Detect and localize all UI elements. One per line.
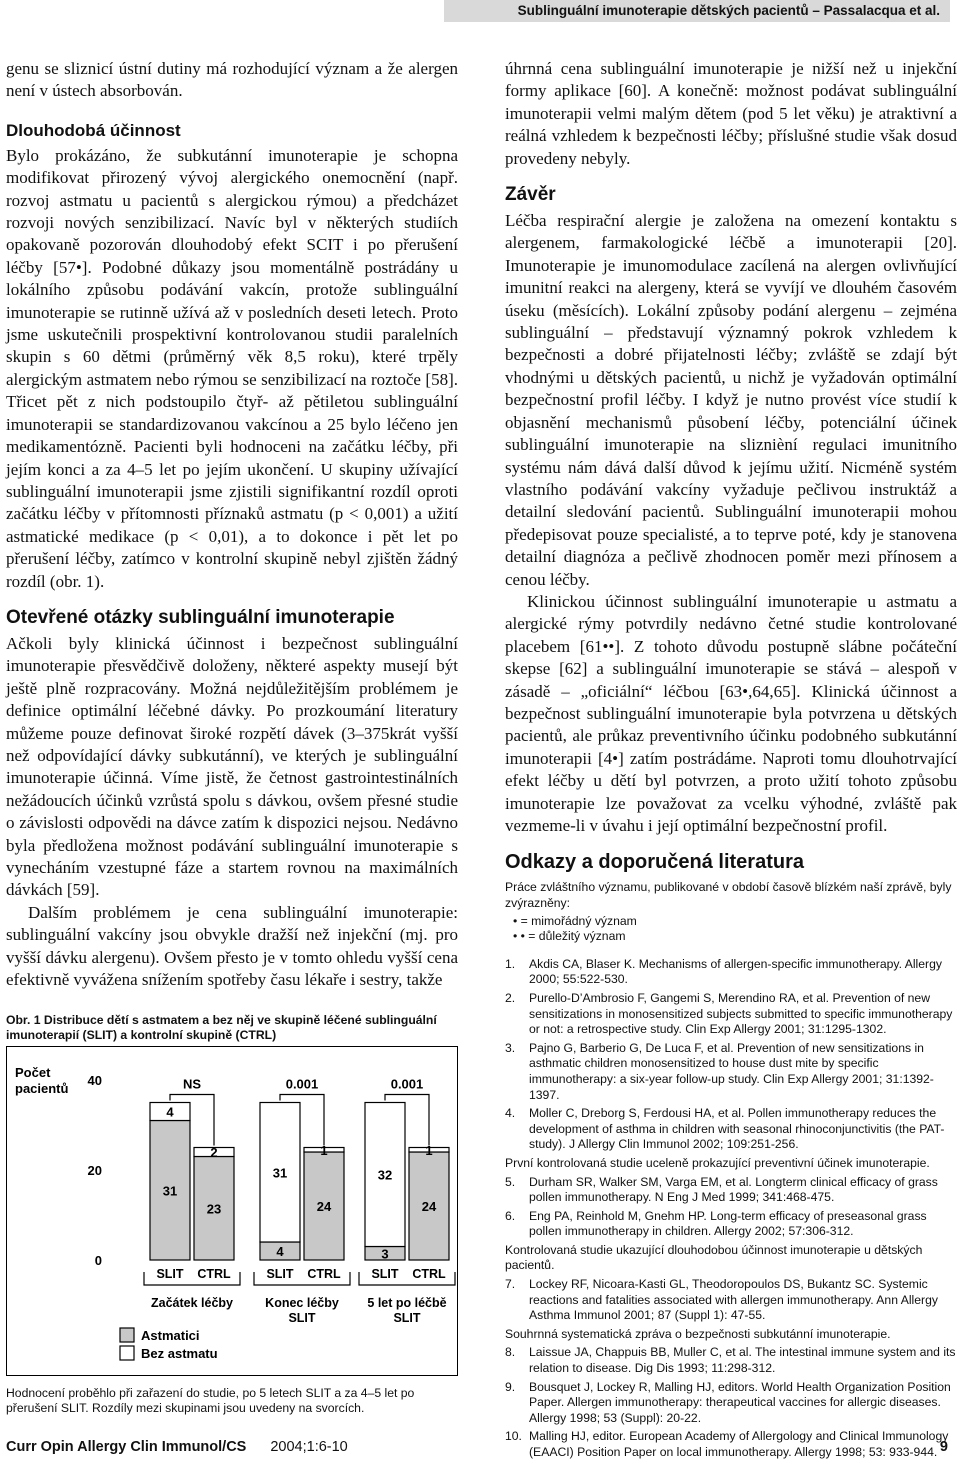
data-label: 1	[320, 1142, 328, 1158]
bar-name-label: CTRL	[307, 1267, 341, 1281]
paragraph: Léčba respirační alergie je založena na omezení kontaktu s alergenem, farmakologické léčbě a imunoterapii [20]. Imunoterapie je imunomodulace zacílená na alergen ovlivňující imunitní reakci na alergeny, která se vyvíjí ve dlouhém časovém úseku (měsících). Lokální způsoby podání alergenu – zejména sublinguální – představují významný pokrok vzhledem k bezpečnosti a dobré přijatelnosti léčby; zvláště se zdají být vhodnými u dětských pacientů, u nichž je vyžadován optimální bezpečnostní profil léčby. I když je nutno provést více studií k objasnění mechanismů působení léčby, potenciální účinek sublinguální imunoterapie na sliznièní regulaci imunitního systému nám dává další důvod k jejímu užití. Nicméně systém vlastního podávání vakcíny vyžaduje pečlivou instruktáž a detailní sledování pacientů. Sublinguální imunoterapii mohou předepisovat pouze specialisté, a to teprve poté, kdy je stanovena detailní diagnóza a pečlivě zhodnocen poměr mezi přínosem a cenou léčby.	[505, 211, 957, 589]
reference-list	[505, 957, 957, 1461]
reference-number: 2.	[505, 990, 516, 1005]
section-heading-long-term: Dlouhodobá účinnost	[6, 120, 181, 140]
reference-item	[505, 1429, 957, 1460]
y-tick-label: 40	[87, 1073, 102, 1088]
paragraph: úhrnná cena sublinguální imunoterapie je nižší než u injekční formy aplikace [60]. A konečně: možnost podávat sublinguální imunoterapii velmi malým dětem (pod 5 let věku) je atraktivní a reálná vzhledem k bezpečnosti léčby; příslušné studie však dosud provedeny nebyly.	[505, 59, 957, 168]
reference-item	[505, 1345, 957, 1376]
reference-number: 9.	[505, 1379, 516, 1394]
y-tick-label: 0	[94, 1253, 102, 1268]
reference-number: 3.	[505, 1040, 516, 1055]
section-heading-open-questions: Otevřené otázky sublinguální imunoterapie	[6, 606, 395, 628]
data-label: 31	[272, 1165, 288, 1181]
page-number: 9	[939, 1439, 948, 1455]
paragraph: Ačkoli byly klinická účinnost i bezpečnost sublinguální imunoterapie přesvědčivě doloženy, některé aspekty musejí být ještě plně rozpracovány. Možná nejdůležitějším problémem je definice optimální léčebné dávky. Po prozkoumání literatury můžeme pouze definovat široké rozpětí dávek (3–375krát vyšší než odpovídající dávky subkutánní), ve kterých je sublinguální imunoterapie účinná. Víme jistě, že četnost gastrointestinálních nežádoucích účinků vzrůstá spolu s dávkou, ovšem přesné studie o závislosti odpovědi na dávce zatím k dispozici nejsou. Nedávno byla předložena možnost podávání sublinguální imunoterapie s vynecháním vzestupné fáze a startem rovnou na maximálních dávkách [59].	[6, 633, 458, 900]
figure-title: Obr. 1 Distribuce dětí s astmatem a bez něj ve skupině léčené sublinguální imunoterapií (SLIT) a kontrolní skupině (CTRL)	[6, 1013, 437, 1042]
reference-annotation: Souhrnná systematická zpráva o bezpečnosti subkutánní imunoterapie.	[505, 1326, 891, 1341]
references-heading: Odkazy a doporučená literatura	[505, 851, 804, 874]
p-value-label: NS	[182, 1076, 202, 1092]
figure-caption: Hodnocení proběhlo při zařazení do studie, po 5 letech SLIT a za 4–5 let po přerušení SLIT. Rozdíly mezi skupinami jsou uvedeny na svorcích.	[6, 1386, 415, 1415]
reference-text: Akdis CA, Blaser K. Mechanisms of allergen-specific immunotherapy. Allergy 2000; 55:522-530.	[529, 956, 942, 987]
data-label: 2	[210, 1145, 218, 1160]
bar-name-label: CTRL	[197, 1267, 231, 1281]
legend-swatch-asthma	[120, 1328, 134, 1342]
reference-item	[505, 1209, 957, 1240]
y-axis-label: pacientů	[15, 1081, 69, 1096]
reference-text: Bousquet J, Lockey R, Malling HJ, editors. World Health Organization Position Paper. Allergen immunotherapy: therapeutical vaccines for allergic diseases. Allergy 1998; 53 (Suppl): 20-22.	[529, 1379, 951, 1425]
reference-text: Malling HJ, editor. European Academy of Allergology and Clinical Immunology (EAACI) Position Paper on local immunotherapy. Allergy 1998; 53: 933-944.	[529, 1429, 949, 1459]
group-label: SLIT	[393, 1311, 421, 1325]
footer-journal	[6, 1439, 348, 1455]
bar-name-label: SLIT	[156, 1267, 184, 1281]
data-label: 1	[425, 1142, 433, 1158]
journal-name: Curr Opin Allergy Clin Immunol/CS	[6, 1439, 247, 1455]
data-label: 24	[316, 1199, 332, 1214]
reference-number: 6.	[505, 1208, 516, 1223]
group-label: SLIT	[288, 1311, 316, 1325]
legend-swatch-no-asthma	[120, 1346, 134, 1360]
stacked-bar-chart	[7, 1047, 457, 1375]
paragraph: Dalším problémem je cena sublinguální imunoterapie: sublinguální vakcíny jsou obvykle dražší než injekční (mj. pro vyšší dávku alergenu). Ovšem přesto je v tomto ohledu vyšší cena efektivně vyvážena snížením spotřeby času lékaře i sestry, takže	[6, 902, 458, 990]
reference-number: 10.	[505, 1429, 522, 1444]
reference-text: Moller C, Dreborg S, Ferdousi HA, et al. Pollen immunotherapy reduces the development of asthma in children with seasonal rhinoconjunctivitis (the PAT-study). J Allergy Clin Immunol 2002; 109:251-256.	[529, 1106, 945, 1152]
paragraph: Klinickou účinnost sublinguální imunoterapie u astmatu a alergické rýmy potvrdily nedávno četné studie kontrolované placebem [61••]. Z tohoto důvodu postupně slábne počáteční skepse [62] a sublinguální imunoterapie se stává – alespoň v zásadě – „oficiální“ léčbou [63•,64,65]. Klinická účinnost a bezpečnost sublinguální imunoterapie byla potvrzena u dětských pacientů, ale průkaz preventivního účinku podobného subkutánní imunoterapii [4•] zatím postrádáme. Naproti tomu dlouhotrvající efekt léčby u dětí byl potvrzen, a proto užití tohoto způsobu imunoterapie lze považovat za vcelku výhodné, zvláště pak vezmeme-li v úvahu i její optimální bezpečnostní profil.	[505, 591, 957, 835]
paragraph: Bylo prokázáno, že subkutánní imunoterapie je schopna modifikovat přirozený vývoj alergického onemocnění (např. rozvoj astmatu u pacientů s alergickou rýmou) a předcházet rozvoji nových senzibilizací. Navíc byl v některých studiích opakovaně pozorován dlouhodobý efekt SCIT i po přerušení léčby [57•]. Podobné důkazy jsou momentálně postrádány u lokálního způsobu podávání vakcín, protože sublinguální imunoterapie se rutinně užívá až v posledních deseti letech. Proto jsme uskutečnili prospektivní kontrolovanou studii paralelních skupin s 60 dětmi (průměrný věk 8,5 roku), které trpěly alergickým astmatem nebo rýmou se senzibilizací na roztoče [58]. Třicet pět z nich podstoupilo čtyř- až pětiletou sublinguální imunoterapii se standardizovanou vakcínou a 25 bylo léčeno jen medikamentózně. Pacienti byli hodnoceni na začátku léčby, při jejím konci a za 4–5 let po jejím ukončení. U skupiny užívající sublinguální imunoterapii jsme zjistili signifikantní rozdíl oproti začátku léčby v přítomnosti příznaků astmatu (p < 0,001) a užití astmatické medikace (p < 0,01), a to dokonce i pět let po přerušení léčby, zatímco v kontrolní skupině nebyl zjištěn žádný rozdíl (obr. 1).	[6, 145, 458, 591]
reference-text: Durham SR, Walker SM, Varga EM, et al. Longterm clinical efficacy of grass pollen immunotherapy. N Eng J Med 1999; 341:468-475.	[529, 1174, 938, 1205]
reference-item	[505, 1380, 957, 1427]
legend-label-asthma: Astmatici	[141, 1328, 200, 1343]
reference-item	[505, 1041, 957, 1103]
reference-number: 1.	[505, 956, 516, 971]
data-label: 31	[162, 1183, 178, 1199]
reference-annotation: Kontrolovaná studie ukazující dlouhodobou účinnost imunoterapie u dětských pacientů.	[505, 1242, 923, 1273]
y-axis-label: Počet	[15, 1065, 51, 1080]
reference-number: 8.	[505, 1345, 516, 1360]
group-label: Konec léčby	[265, 1296, 339, 1310]
references-intro: Práce zvláštního významu, publikované v období časově blízkém naší zprávě, byly zvýrazněny:	[505, 880, 952, 910]
reference-number: 5.	[505, 1174, 516, 1189]
data-label: 23	[206, 1201, 222, 1217]
reference-item	[505, 1175, 957, 1206]
data-label: 32	[377, 1167, 393, 1183]
references	[505, 880, 957, 1460]
reference-annotation: První kontrolovaná studie uceleně prokazující preventivní účinek imunoterapie.	[505, 1155, 930, 1170]
group-label: 5 let po léčbě	[367, 1296, 447, 1310]
reference-text: Eng PA, Reinhold M, Gnehm HP. Long-term efficacy of preseasonal grass pollen immunotherapy in children. Allergy 2002; 57:306-312.	[529, 1208, 927, 1239]
reference-text: Laissue JA, Chappuis BB, Muller C, et al. The intestinal immune system and its relation to disease. Dig Dis 1993; 11:298-312.	[529, 1345, 956, 1376]
significance-legend-2: • • = důležitý význam	[513, 929, 626, 944]
bar-name-label: CTRL	[412, 1267, 446, 1281]
figure-1	[6, 1046, 458, 1376]
p-value-label: 0.001	[390, 1076, 424, 1092]
data-label: 4	[276, 1244, 284, 1259]
legend-label-no-asthma: Bez astmatu	[141, 1346, 218, 1361]
significance-legend-1: • = mimořádný význam	[513, 913, 637, 928]
data-label: 24	[421, 1199, 437, 1214]
y-tick-label: 20	[87, 1163, 102, 1178]
reference-item	[505, 1277, 957, 1324]
reference-text: Purello-D’Ambrosio F, Gangemi S, Merendino RA, et al. Prevention of new sensitizations in monosensitized subjects submitted to specific immunotherapy or not: a retrospective study. Clin Exp Allergy 2001; 31:1295-1302.	[529, 990, 953, 1037]
bar-name-label: SLIT	[266, 1267, 294, 1281]
data-label: 3	[381, 1246, 389, 1262]
p-value-label: 0.001	[285, 1076, 319, 1092]
bar-name-label: SLIT	[371, 1267, 399, 1281]
reference-item	[505, 957, 957, 988]
right-column	[505, 58, 957, 1464]
reference-number: 7.	[505, 1277, 516, 1292]
reference-text: Pajno G, Barberio G, De Luca F, et al. Prevention of new sensitizations in asthmatic children monosensitized to house dust mite by specific immunotherapy: a six-year follow-up study. Clin Exp Allergy 2001; 31:1392-1397.	[529, 1040, 934, 1102]
running-header: Sublinguální imunoterapie dětských pacientů – Passalacqua et al.	[444, 0, 950, 22]
reference-number: 4.	[505, 1106, 516, 1121]
reference-item	[505, 1106, 957, 1153]
data-label: 4	[166, 1104, 174, 1120]
left-column	[6, 58, 458, 991]
section-heading-conclusion: Závěr	[505, 184, 556, 206]
reference-text: Lockey RF, Nicoara-Kasti GL, Theodoropoulos DS, Bukantz SC. Systemic reactions and fatalities associated with allergen immunotherapy. Ann Allergy Asthma Immunol 2001; 87 (Suppl 1): 47-55.	[529, 1277, 938, 1323]
journal-year: 2004;1:6-10	[270, 1439, 348, 1455]
paragraph: genu se sliznicí ústní dutiny má rozhodující význam a že alergen není v ústech absorbován.	[6, 59, 458, 101]
reference-item	[505, 991, 957, 1038]
group-label: Začátek léčby	[151, 1296, 233, 1310]
